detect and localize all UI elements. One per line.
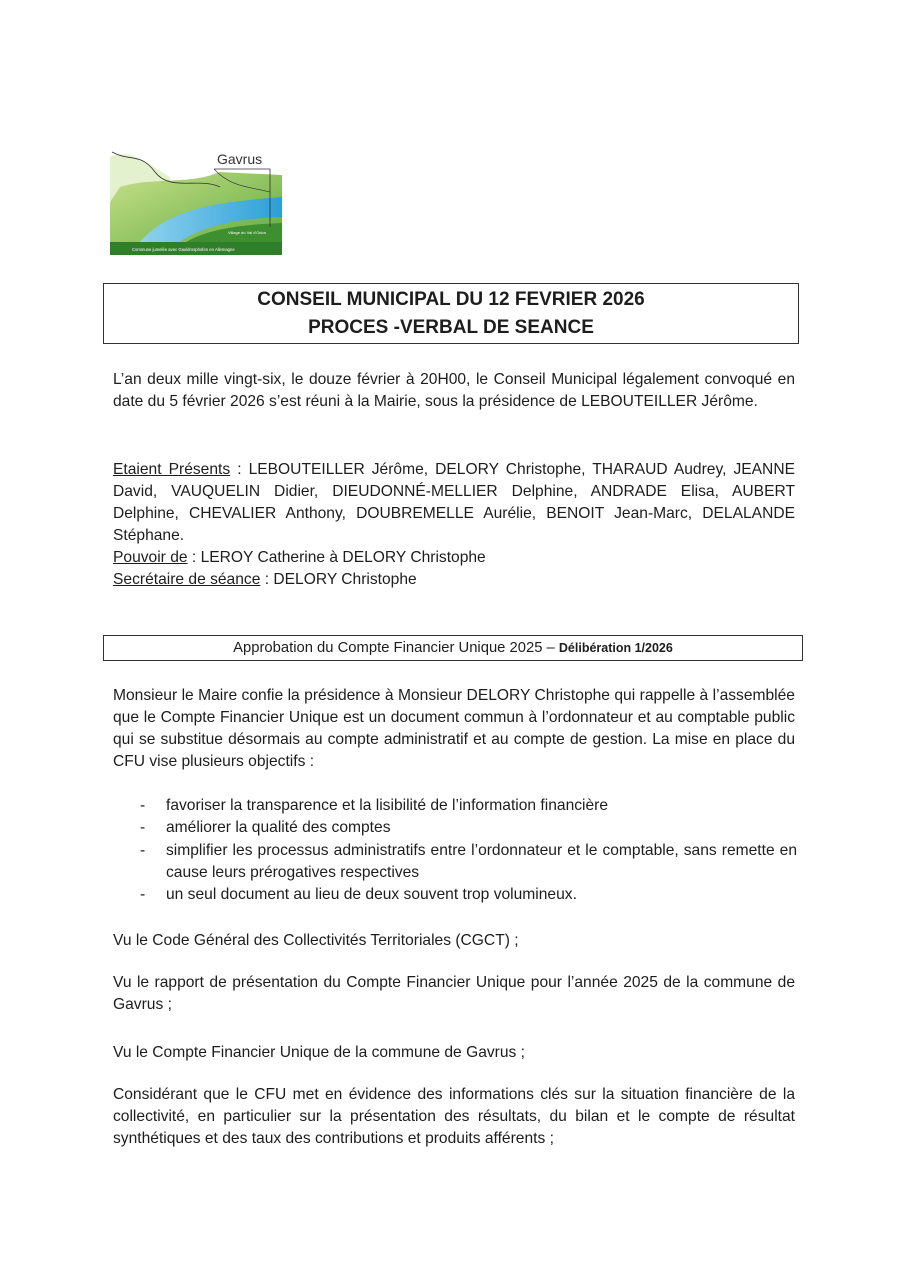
proxy-value: LEROY Catherine à DELORY Christophe	[200, 549, 486, 566]
list-item-text: favoriser la transparence et la lisibilité de l’information financière	[166, 797, 609, 814]
bullet-dash: -	[140, 886, 146, 904]
document-title-box	[103, 283, 799, 344]
attendance-present	[113, 459, 795, 547]
bullet-dash: -	[140, 797, 146, 814]
secretary-separator: :	[260, 571, 274, 588]
attendance-proxy	[113, 547, 795, 569]
body-paragraph-4: Vu le Compte Financier Unique de la commune de Gavrus ;	[113, 1044, 525, 1061]
present-label: Etaient Présents	[113, 461, 231, 478]
section-title: Approbation du Compte Financier Unique 2025 –	[233, 640, 559, 656]
body-paragraph-5: Considérant que le CFU met en évidence des informations clés sur la situation financière de la collectivité, en particulier sur la présentation des résultats, du bilan et le compte de résultat synthétiques et des taux des contributions et produits afférents ;	[113, 1086, 795, 1147]
logo-name: Gavrus	[217, 151, 263, 167]
intro-paragraph: L’an deux mille vingt-six, le douze février à 20H00, le Conseil Municipal légalement convoqué en date du 5 février 2026 s’est réuni à la Mairie, sous la présidence de LEBOUTEILLER Jérôme.	[113, 371, 795, 410]
bullet-dash: -	[140, 819, 146, 837]
document-title: CONSEIL MUNICIPAL DU 12 FEVRIER 2026	[257, 289, 645, 310]
body-paragraph-2: Vu le Code Général des Collectivités Territoriales (CGCT) ;	[113, 932, 519, 949]
body-paragraph-3: Vu le rapport de présentation du Compte Financier Unique pour l’année 2025 de la commune de Gavrus ;	[113, 974, 795, 1013]
list-item-text: simplifier les processus administratifs entre l’ordonnateur et le comptable, sans remette en cause leurs prérogatives respectives	[166, 841, 797, 881]
logo-twinning: Commune jumelée avec Gauldrosphofen en Allemagne	[132, 247, 235, 252]
secretary-label: Secrétaire de séance	[113, 571, 261, 588]
proxy-label: Pouvoir de	[113, 549, 188, 566]
objectives-list	[113, 795, 797, 906]
attendance-secretary	[113, 569, 795, 591]
logo-tagline: Village du Val d'Odon	[228, 230, 266, 235]
secretary-value: DELORY Christophe	[273, 571, 417, 588]
section-header-box	[103, 635, 803, 661]
deliberation-number: Délibération 1/2026	[558, 641, 673, 655]
document-subtitle: PROCES -VERBAL DE SEANCE	[308, 317, 594, 338]
gavrus-logo	[110, 147, 282, 255]
proxy-separator: :	[187, 549, 201, 566]
list-item-text: améliorer la qualité des comptes	[166, 819, 391, 837]
bullet-dash: -	[140, 841, 146, 859]
list-item	[113, 817, 797, 839]
list-item	[113, 795, 797, 817]
list-item	[113, 840, 797, 885]
list-item-text: un seul document au lieu de deux souvent trop volumineux.	[166, 886, 577, 904]
list-item	[113, 884, 797, 906]
body-paragraph-1: Monsieur le Maire confie la présidence à Monsieur DELORY Christophe qui rappelle à l’assemblée que le Compte Financier Unique est un document commun à l’ordonnateur et au comptable public qui se substitue désormais au compte administratif et au compte de gestion. La mise en place du CFU vise plusieurs objectifs :	[113, 687, 795, 770]
logo-graphic	[110, 147, 282, 255]
present-separator: :	[230, 461, 249, 478]
present-names: LEBOUTEILLER Jérôme, DELORY Christophe, THARAUD Audrey, JEANNE David, VAUQUELIN Didier, DIEUDONNÉ-MELLIER Delphine, ANDRADE Elisa, AUBERT Delphine, CHEVALIER Anthony, DOUBREMELLE Aurélie, BENOIT Jean-Marc, DELALANDE Stéphane.	[113, 461, 795, 544]
